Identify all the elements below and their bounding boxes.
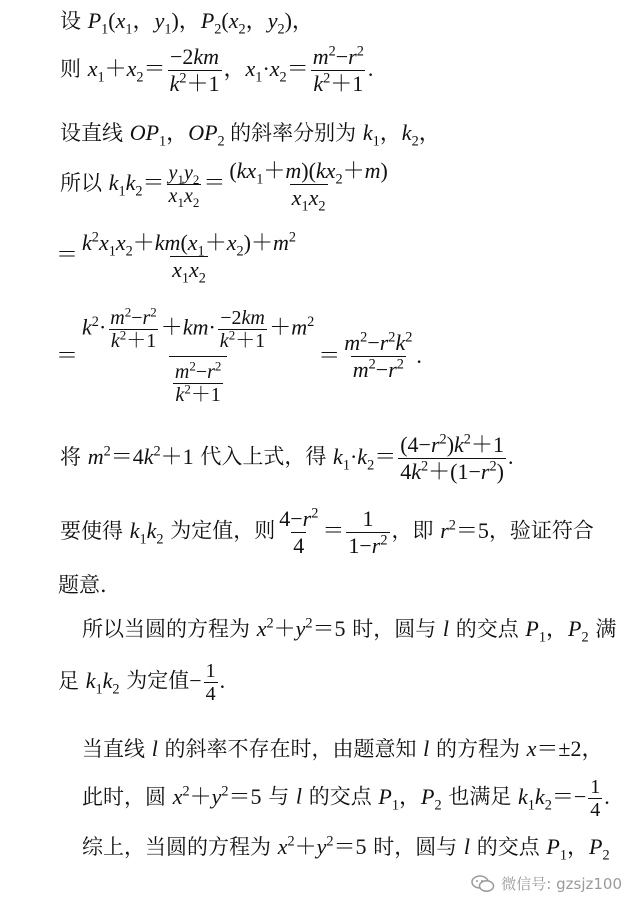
line-2: 则 $x_1+x_2=$ $\frac{-2km}{k^2+1}$ ，$x_1\cdot x_2=$ $\frac{m^2-r^2}{k^2+1}$ .: [60, 43, 374, 96]
wechat-icon: [471, 875, 495, 893]
line-7: 将 $m^2=4k^2+1$ 代入上式，得 $k_1\cdot k_2=$ $\frac{(4-r^2)k^2+1}{4k^2+(1-r^2)}$ .: [60, 431, 514, 484]
line-10: 所以当圆的方程为 $x^2+y^2=5$ 时，圆与 l 的交点 $P_1$，$P_2$ 满: [82, 615, 617, 646]
line-12: 当直线 l 的斜率不存在时，由题意知 l 的方程为 x＝±2，: [82, 736, 604, 761]
line-8: 要使得 $k_1k_2$ 为定值，则 $\frac{4-r^2}{4}$ ＝ $\frac{1}{1-r^2}$ ，即 $r^2=5$，验证符合: [60, 505, 594, 558]
line-11: 足 $k_1k_2$ 为定值− $\frac{1}{4}$ .: [58, 660, 226, 705]
watermark-text: 微信号: gzsjz100: [501, 875, 622, 893]
line-1: 设 $P_1(x_1$，$y_1$)，$P_2(x_2$，$y_2$)，: [60, 8, 314, 38]
line-9: 题意.: [58, 573, 107, 597]
line-13: 此时，圆 $x^2+y^2=5$ 与 l 的交点 $P_1$，$P_2$ 也满足 $k_1k_2=-$ $\frac{1}{4}$ .: [82, 776, 610, 821]
line-5: ＝ $\frac{k^2x_1x_2+km(x_1+x_2)+m^2}{x_1x_2}$: [56, 229, 297, 287]
line-4: 所以 $k_1k_2=$ $\frac{y_1y_2}{x_1x_2}$ ＝ $\frac{(kx_1+m)(kx_2+m)}{x_1x_2}$: [60, 158, 388, 215]
watermark: [471, 873, 622, 894]
line-3: 设直线 $OP_1$，$OP_2$ 的斜率分别为 $k_1$，$k_2$，: [60, 120, 441, 150]
line-6: ＝ $k^2\cdot$ $\frac{m^2-r^2}{k^2+1}$ ＋km· $\frac{-2km}{k^2+1}$ $+m^2$ $\frac{m^2-r^2}{k^2+1}$ ＝ $\frac{m^2-r^2k^2}{m^2-r^2}$ .: [56, 303, 422, 406]
line-14: 综上，当圆的方程为 $x^2+y^2=5$ 时，圆与 l 的交点 $P_1$，$P_2$: [82, 833, 610, 864]
